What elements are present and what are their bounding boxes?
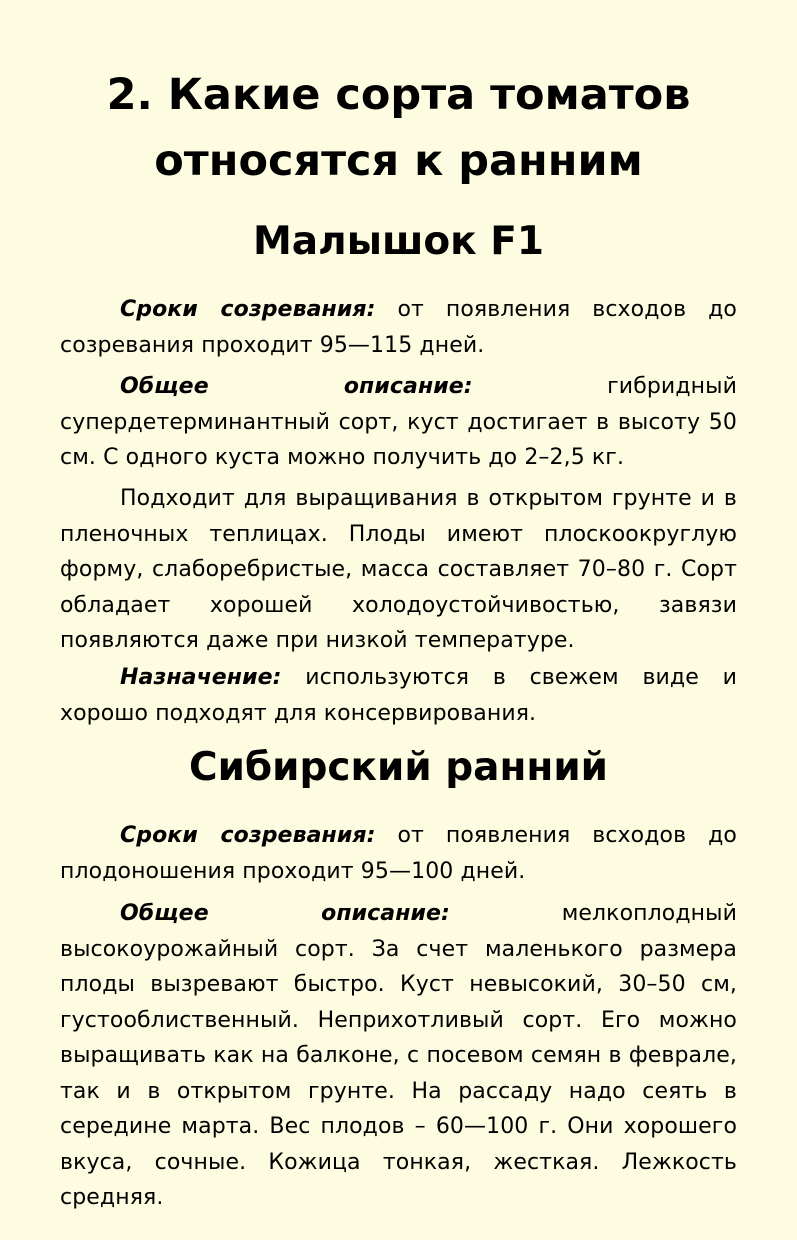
paragraph-purpose [60,660,737,731]
paragraph-ripening-period [60,818,737,889]
paragraph-text: от появления всходов до созревания проходит 95—115 дней. [60,297,737,358]
variety-title-sibirsky: Сибирский ранний [188,745,609,790]
paragraph-general-description [60,896,737,1216]
paragraph-label: Общее описание: [120,901,450,926]
paragraph-general-description [60,369,737,476]
paragraph-label: Назначение: [120,665,282,690]
paragraph-ripening-period [60,292,737,363]
paragraph-text: используются в свежем виде и хорошо подходят для консервирования. [60,665,737,726]
chapter-title [40,62,757,194]
paragraph-growing-conditions [60,481,737,659]
paragraph-text: мелкоплодный высокоурожайный сорт. За счет маленького размера плоды вызревают быстро. Куст невысокий, 30–50 см, густооблиственный. Неприхотливый сорт. Его можно выращивать как на балконе, с посевом семян в феврале, так и в открытом грунте. На рассаду надо сеять в середине марта. Вес плодов – 60—100 г. Они хорошего вкуса, сочные. Кожица тонкая, жесткая. Лежкость средняя. [60,901,737,1210]
paragraph-text: Подходит для выращивания в открытом грунте и в пленочных теплицах. Плоды имеют плоскоокруглую форму, слаборебристые, масса составляет 70–80 г. Сорт обладает хорошей холодоустойчивостью, завязи появляются даже при низкой температуре. [60,486,737,653]
paragraph-label: Сроки созревания: [120,823,376,848]
variety-title-malyshok: Малышок F1 [253,219,544,264]
chapter-title-line-1: 2. Какие сорта томатов [106,70,691,120]
chapter-title-line-2: относятся к ранним [154,136,643,186]
paragraph-label: Сроки созревания: [120,297,376,322]
paragraph-text: от появления всходов до плодоношения проходит 95—100 дней. [60,823,737,884]
paragraph-label: Общее описание: [120,374,473,399]
paragraph-text: гибридный супердетерминантный сорт, куст достигает в высоту 50 см. С одного куста можно получить до 2–2,5 кг. [60,374,737,470]
